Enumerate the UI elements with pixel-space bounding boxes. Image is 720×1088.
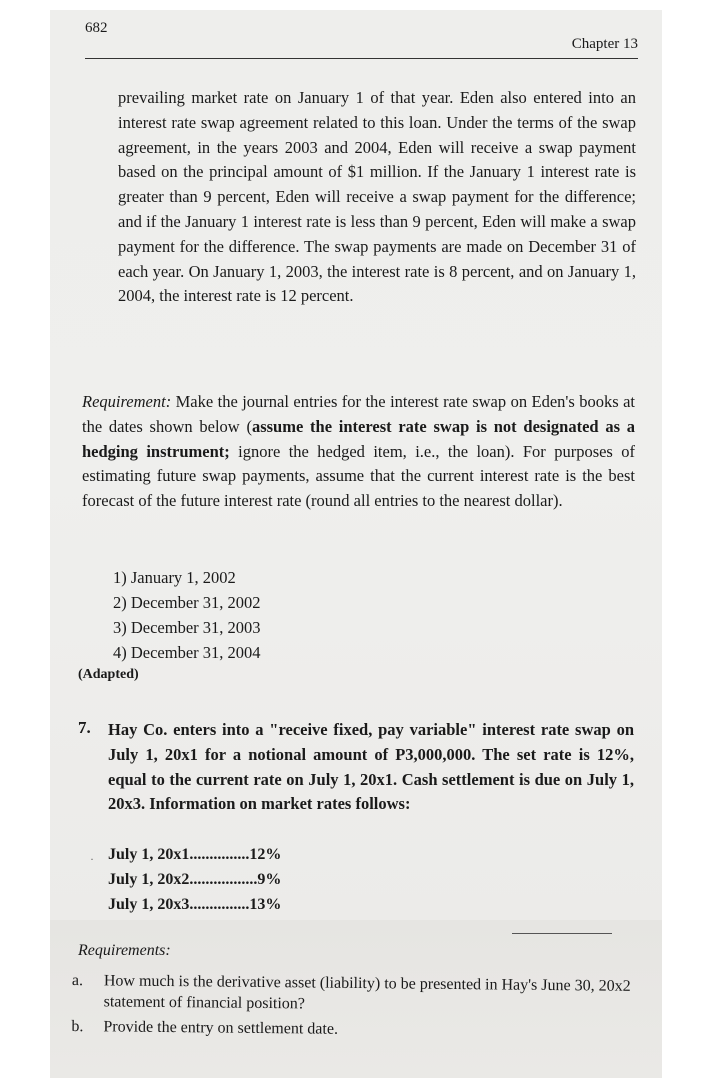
requirement-marker: a. [71,971,84,990]
source-note: (Adapted) [78,667,139,682]
market-rates-list [108,842,281,917]
requirement-text-bold: assume the interest rate swap is not designated as a hedging instrument; [82,416,636,461]
requirements-heading: Requirements: [78,942,171,959]
requirements-list [71,970,632,1047]
list-item: 3) December 31, 2003 [113,618,261,637]
chapter-heading: Chapter 13 [571,36,638,52]
header-divider [85,58,638,59]
list-item: 4) December 31, 2004 [113,643,261,662]
requirement-paragraph [82,390,635,514]
rate-item: July 1, 20x1...............12% [108,846,282,863]
requirement-text-a: Make the journal entries for the interest rate swap on Eden's books at the dates shown below ( [82,392,635,436]
requirement-text-b: ignore the hedged item, i.e., the loan). For purposes of estimating future swap payments, assume that the current interest rate is the best forecast of the future interest rate (round all entries to the nearest dollar). [82,441,636,511]
requirement-item [72,970,632,1018]
bullet-dot: · [90,852,94,866]
requirement-label: Requirement: [82,392,172,411]
requirement-marker: b. [71,1017,84,1036]
problem-7-text: Hay Co. enters into a "receive fixed, pay variable" interest rate swap on July 1, 20x1 for a notional amount of P3,000,000. The set rate is 12%, equal to the current rate on July 1, 20x1. Cash settlement is due on July 1, 20x3. Information on market rates follows: [108,720,634,814]
page-number: 682 [85,20,108,36]
journal-entry-dates-list [113,565,261,665]
continuation-text: prevailing market rate on January 1 of that year. Eden also entered into an interest rate swap agreement related to this loan. Under the terms of the swap agreement, in the years 2003 and 2004, Eden will receive a swap payment based on the principal amount of $1 million. If the January 1 interest rate is greater than 9 percent, Eden will receive a swap payment for the difference; and if the January 1 interest rate is less than 9 percent, Eden will make a swap payment for the difference. The swap payments are made on December 31 of each year. On January 1, 2003, the interest rate is 8 percent, and on January 1, 2004, the interest rate is 12 percent. [118,88,636,306]
requirement-item [71,1016,631,1043]
requirement-item-text: How much is the derivative asset (liability) to be presented in Hay's June 30, 20x2 statement of financial position? [103,972,631,1013]
rate-item: July 1, 20x2.................9% [108,871,282,888]
list-item: 1) January 1, 2002 [113,568,236,587]
requirement-item-text: Provide the entry on settlement date. [103,1018,339,1038]
list-item: 2) December 31, 2002 [113,593,261,612]
problem-continuation-paragraph [118,86,636,309]
problem-number: 7. [78,718,91,737]
section-divider [512,933,612,934]
rate-item: July 1, 20x3...............13% [108,896,282,913]
